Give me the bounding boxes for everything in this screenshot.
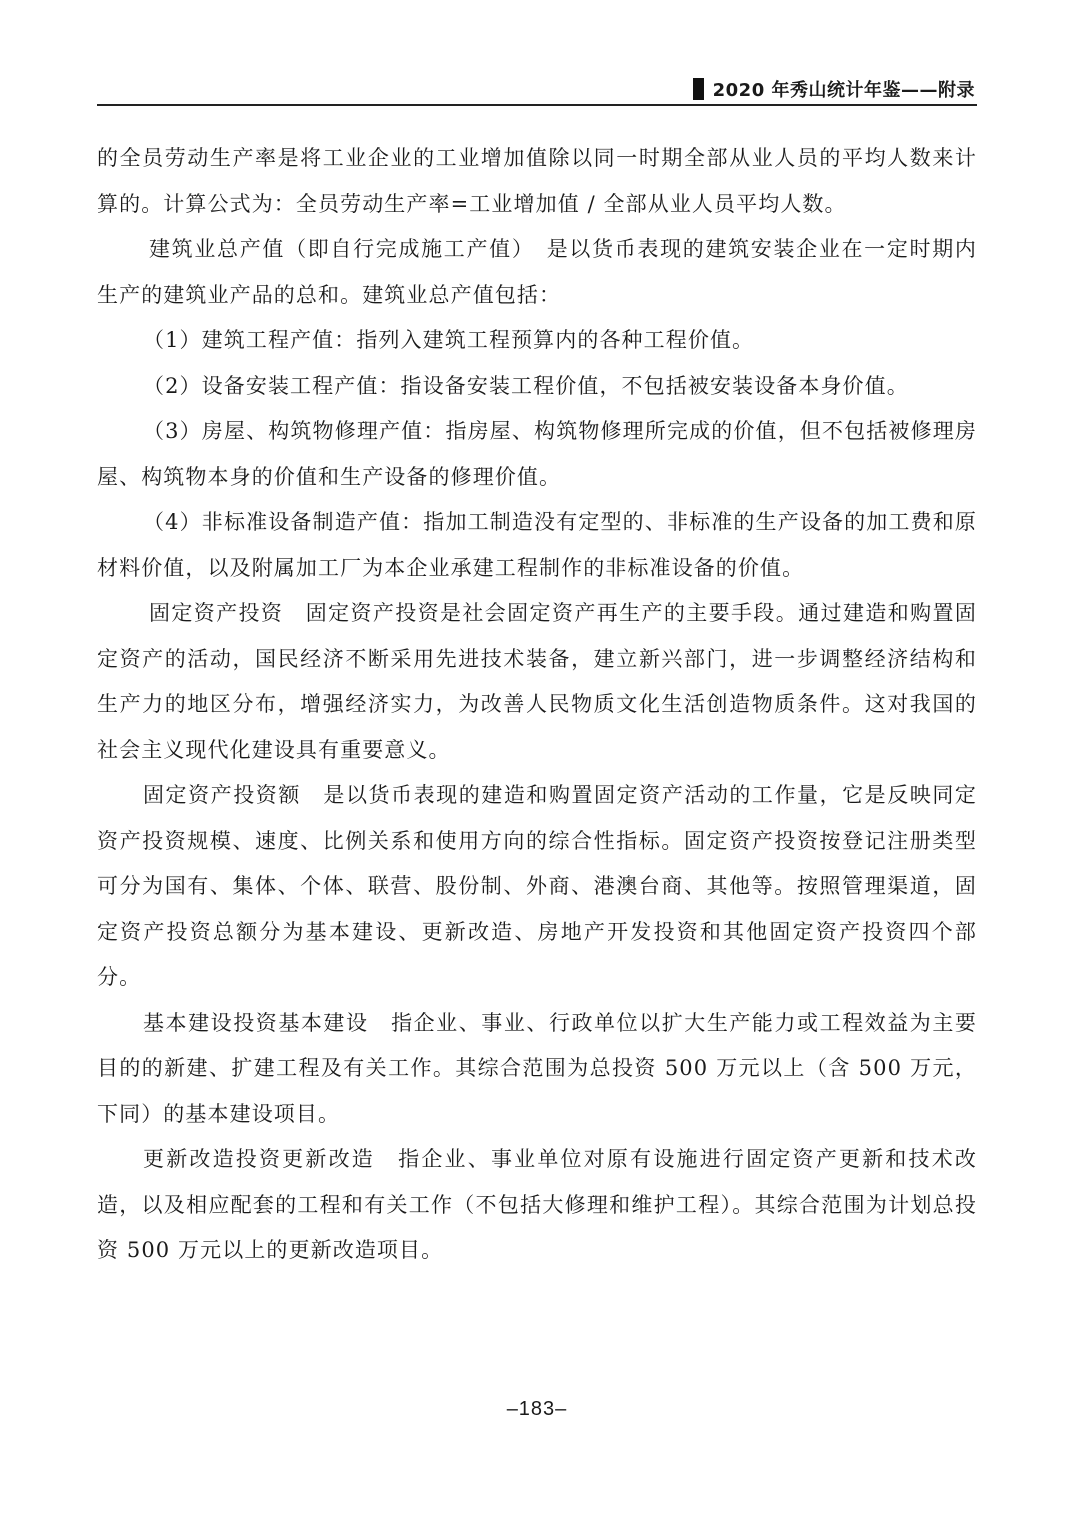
header-title-group	[693, 76, 975, 102]
paragraph-renovation: 更新改造投资更新改造 指企业、事业单位对原有设施进行固定资产更新和技术改造，以及相应配套的工程和有关工作（不包括大修理和维护工程）。其综合范围为计划总投资 500 万元以上的更新改造项目。	[97, 1147, 977, 1262]
paragraph-item-4: （4）非标准设备制造产值：指加工制造没有定型的、非标准的生产设备的加工费和原材料价值，以及附属加工厂为本企业承建工程制作的非标准设备的价值。	[97, 510, 977, 580]
paragraph-item-3: （3）房屋、构筑物修理产值：指房屋、构筑物修理所完成的价值，但不包括被修理房屋、构筑物本身的价值和生产设备的修理价值。	[97, 419, 977, 489]
page-number: –183–	[506, 1398, 568, 1420]
page-header	[97, 74, 977, 106]
paragraph-item-2: （2）设备安装工程产值：指设备安装工程价值，不包括被安装设备本身价值。	[143, 373, 909, 398]
document-body	[97, 136, 977, 1274]
paragraph-construction-output: 建筑业总产值（即自行完成施工产值） 是以货币表现的建筑安装企业在一定时期内生产的建筑业产品的总和。建筑业总产值包括：	[97, 237, 977, 307]
paragraph-fixed-asset-investment-amount: 固定资产投资额 是以货币表现的建造和购置固定资产活动的工作量，它是反映同定资产投资规模、速度、比例关系和使用方向的综合性指标。固定资产投资按登记注册类型可分为国有、集体、个体、联营、股份制、外商、港澳台商、其他等。按照管理渠道，固定资产投资总额分为基本建设、更新改造、房地产开发投资和其他固定资产投资四个部分。	[97, 783, 977, 989]
paragraph-capital-construction: 基本建设投资基本建设 指企业、事业、行政单位以扩大生产能力或工程效益为主要目的的新建、扩建工程及有关工作。其综合范围为总投资 500 万元以上（含 500 万元，下同）的基本建设项目。	[97, 1010, 977, 1126]
paragraph-item-1: （1）建筑工程产值：指列入建筑工程预算内的各种工程价值。	[143, 328, 755, 352]
header-title: 2020 年秀山统计年鉴——附录	[712, 80, 975, 101]
header-block-mark	[693, 78, 704, 100]
paragraph-labor-productivity: 的全员劳动生产率是将工业企业的工业增加值除以同一时期全部从业人员的平均人数来计算的。计算公式为：全员劳动生产率=工业增加值 / 全部从业人员平均人数。	[97, 146, 977, 216]
paragraph-fixed-asset-investment: 固定资产投资 固定资产投资是社会固定资产再生产的主要手段。通过建造和购置固定资产的活动，国民经济不断采用先进技术装备，建立新兴部门，进一步调整经济结构和生产力的地区分布，增强经济实力，为改善人民物质文化生活创造物质条件。这对我国的社会主义现代化建设具有重要意义。	[97, 601, 977, 762]
